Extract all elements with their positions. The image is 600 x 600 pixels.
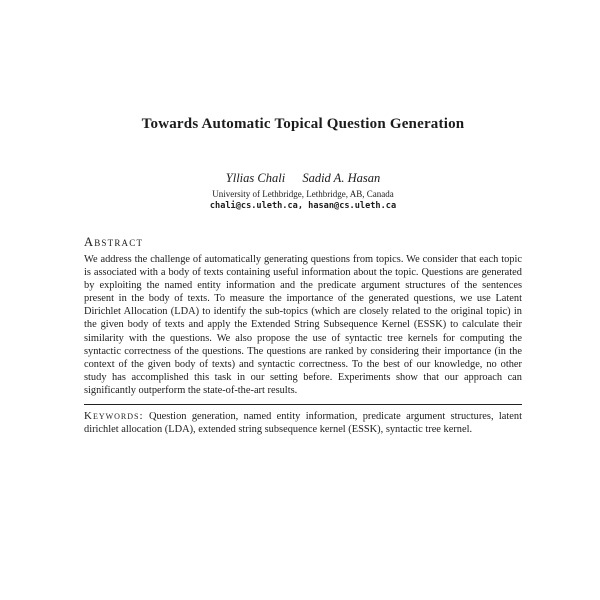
paper-title: Towards Automatic Topical Question Generation: [141, 116, 465, 132]
paper-content: [84, 116, 522, 436]
section-divider: [84, 404, 522, 405]
author-line: [84, 171, 522, 186]
author-name: Sadid A. Hasan: [302, 171, 381, 185]
abstract-text: We address the challenge of automatically generating questions from topics. We consider that each topic is associated with a body of texts containing useful information about the topic. Questions are generated by exploiting the named entity information and the predicate argument structures of the sentences present in the body of texts. To measure the importance of the generated questions, we use Latent Dirichlet Allocation (LDA) to identify the sub-topics (which are closely related to the original topic) in the given body of texts and apply the Extended String Subsequence Kernel (ESSK) to calculate their similarity with the questions. We also propose the use of syntactic tree kernels for computing the syntactic correctness of the questions. The questions are ranked by considering their importance (in the context of the given body of texts) and syntactic correctness. To the best of our knowledge, no other study has accomplished this task in our setting before. Experiments show that our approach can significantly outperform the state-of-the-art results.: [84, 254, 522, 396]
keywords-text: Question generation, named entity information, predicate argument structures, latent dirichlet allocation (LDA), extended string subsequence kernel (ESSK), syntactic tree kernel.: [84, 411, 522, 436]
email-line: chali@cs.uleth.ca, hasan@cs.uleth.ca: [209, 201, 397, 211]
abstract-heading: Abstract: [84, 235, 144, 249]
affiliation: University of Lethbridge, Lethbridge, AB, Canada: [212, 189, 394, 199]
keywords-label: Keywords:: [84, 410, 144, 423]
keywords-paragraph: [84, 410, 522, 436]
author-name: Yllias Chali: [225, 171, 286, 185]
